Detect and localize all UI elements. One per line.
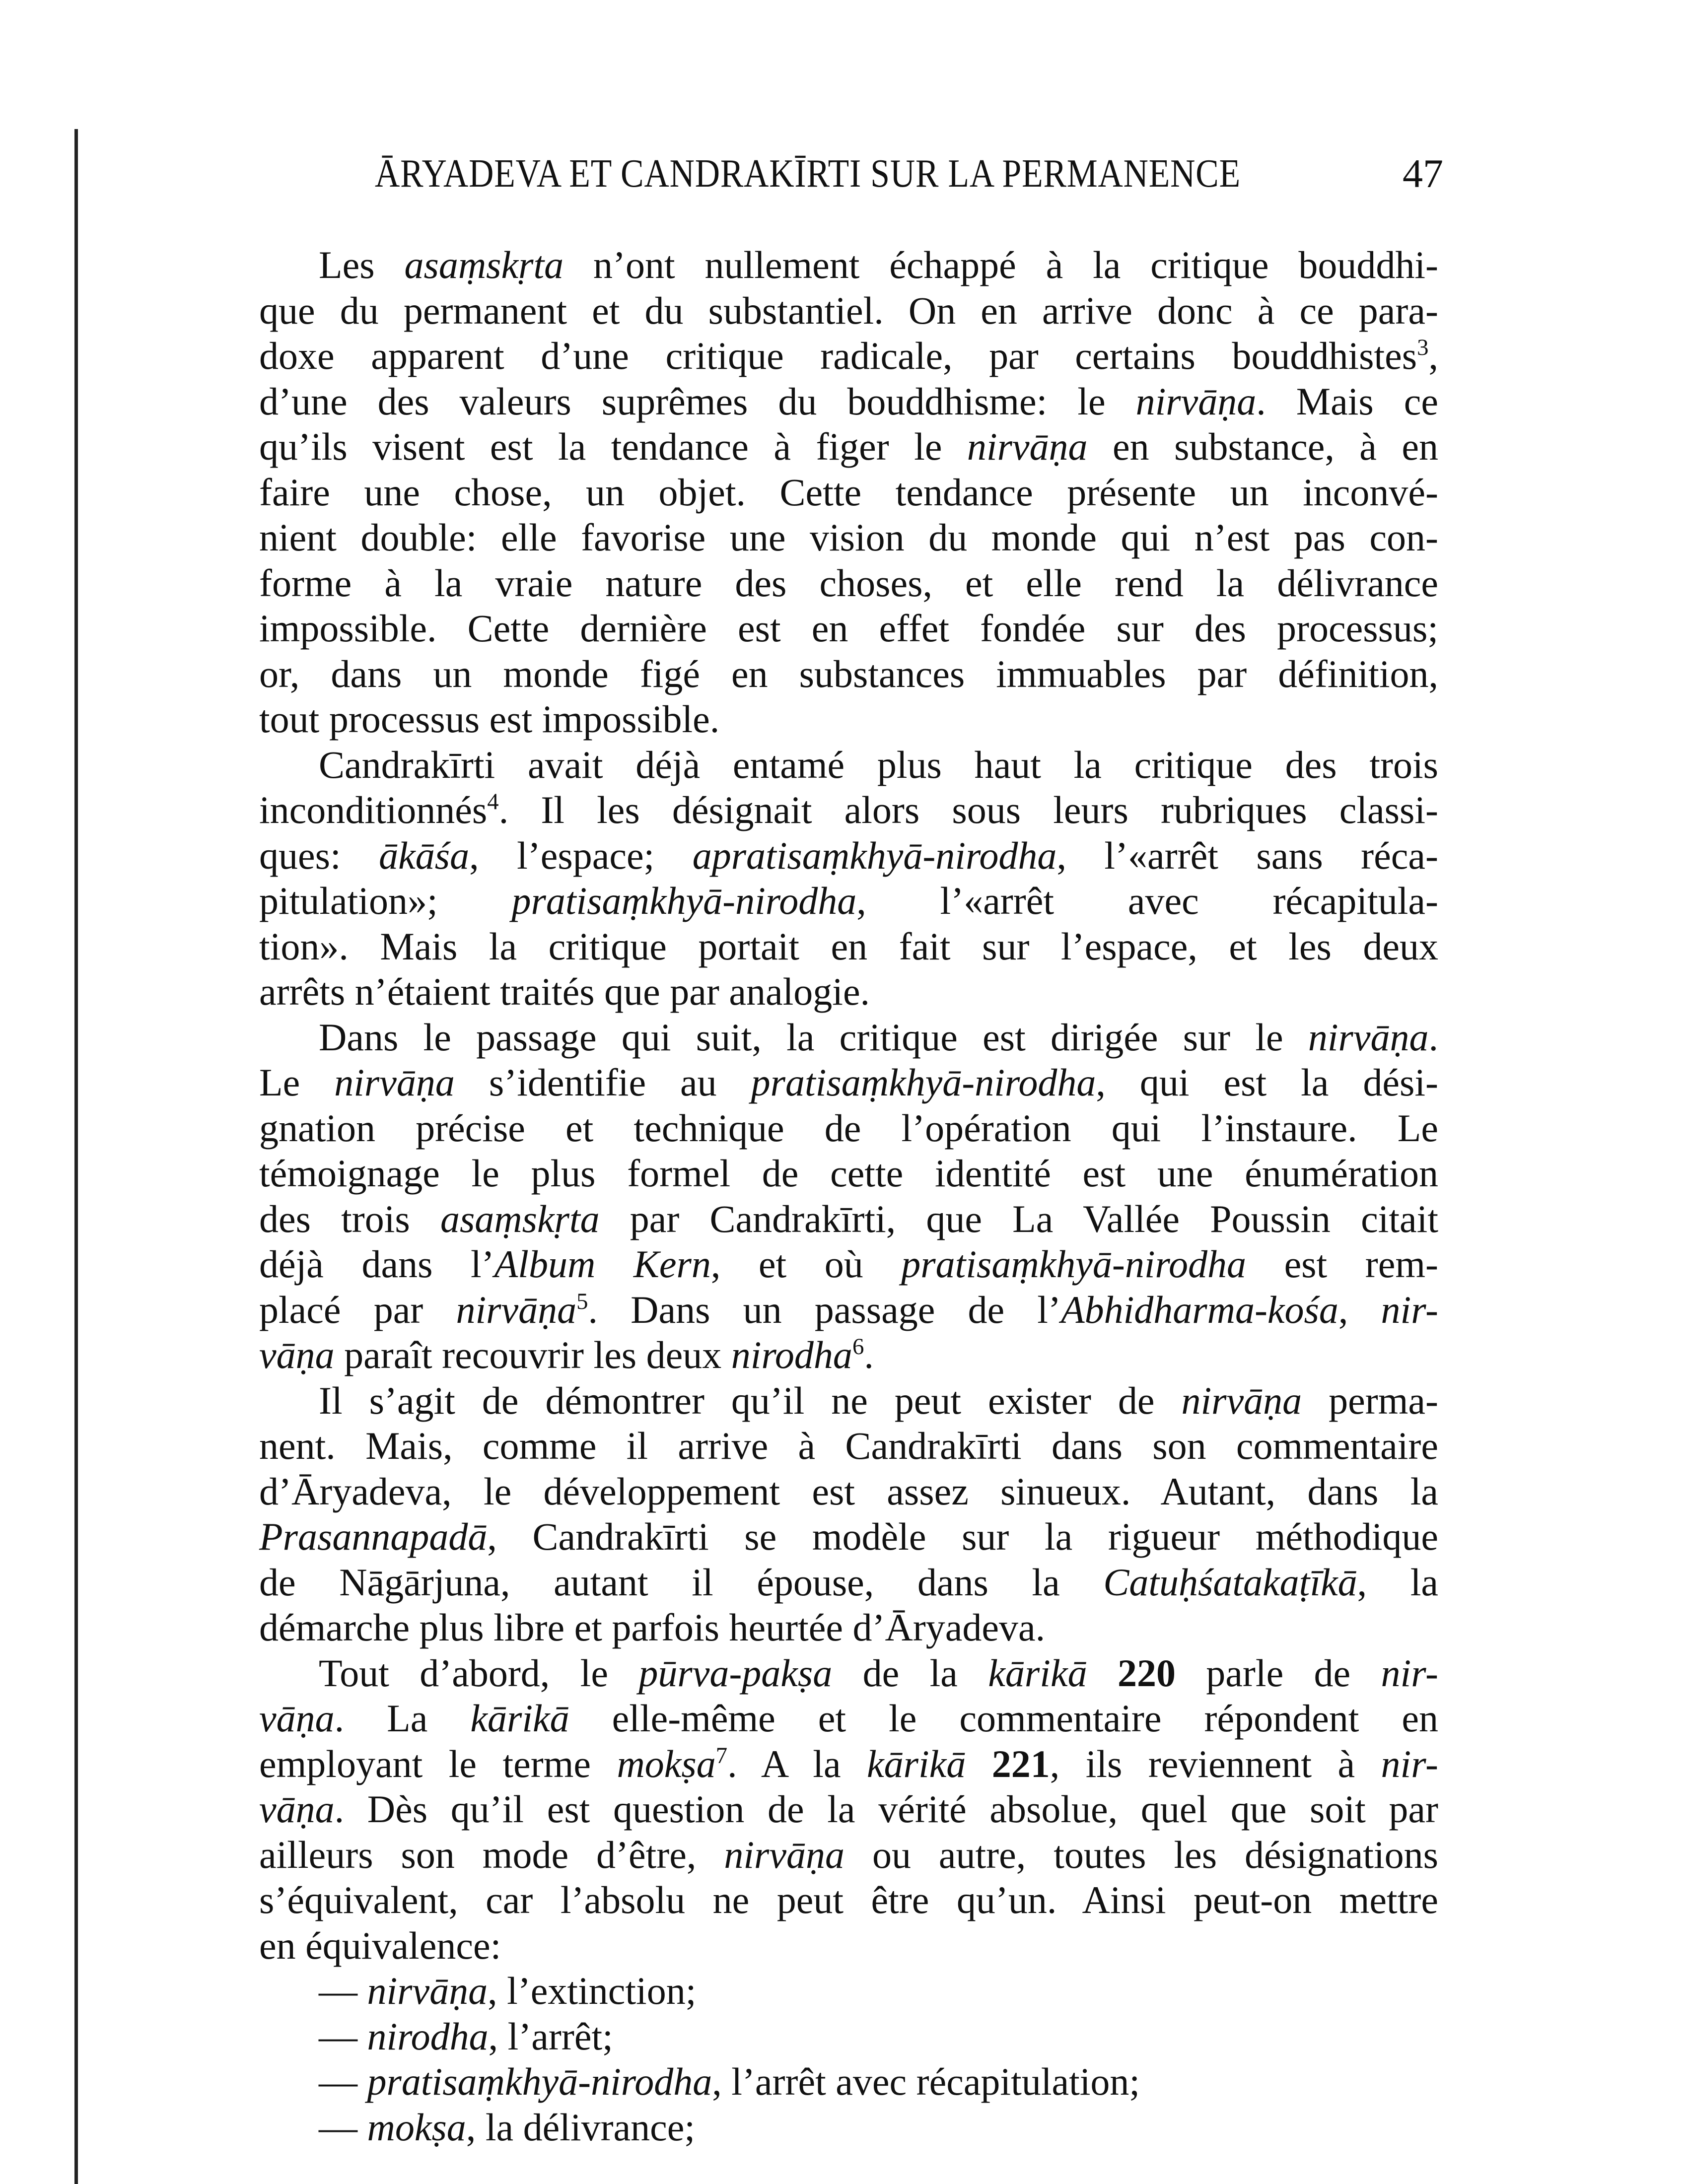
- text-line: [259, 1469, 1438, 1514]
- text-line: [259, 1423, 1438, 1469]
- italic-term: pratisaṃkhyā-nirodha: [367, 2060, 712, 2103]
- text-line: [259, 1378, 1438, 1424]
- bold-number: 221: [991, 1742, 1050, 1785]
- list-item: [259, 2059, 1438, 2105]
- italic-term: nirodha: [731, 1333, 852, 1376]
- text-line: [259, 742, 1438, 788]
- italic-term: kārikā: [470, 1697, 569, 1740]
- italic-term: nirvāṇa: [367, 1969, 488, 2012]
- footnote-ref: 4: [487, 788, 499, 815]
- text-run: en équivalence:: [259, 1923, 501, 1967]
- text-run: . Il les désignait alors sous leurs rubriques classi-: [498, 788, 1438, 831]
- text-run: Les: [319, 243, 405, 286]
- text-run: de la: [832, 1651, 988, 1695]
- text-run: , l’espace;: [469, 833, 693, 877]
- text-run: Il s’agit de démontrer qu’il ne peut exister de: [319, 1378, 1182, 1422]
- text-line: [259, 1241, 1438, 1287]
- bold-number: 220: [1117, 1651, 1176, 1695]
- italic-term: mokṣa: [617, 1742, 716, 1785]
- text-line: [259, 969, 1438, 1015]
- footnote-ref: 3: [1417, 334, 1429, 360]
- text-run: , l’arrêt;: [488, 2014, 613, 2058]
- text-run: n’ont nullement échappé à la critique bouddhi-: [563, 243, 1438, 286]
- text-run: d’Āryadeva, le développement est assez sinueux. Autant, dans la: [259, 1469, 1438, 1513]
- text-line: [259, 833, 1438, 879]
- text-run: des trois: [259, 1197, 440, 1240]
- italic-term: nirvāṇa: [456, 1288, 577, 1331]
- text-run: par Candrakīrti, que La Vallée Poussin citait: [599, 1197, 1438, 1240]
- italic-term: vāṇa: [259, 1787, 335, 1831]
- text-run: forme à la vraie nature des choses, et elle rend la délivrance: [259, 561, 1438, 605]
- italic-term: nirvāṇa: [1135, 379, 1257, 423]
- text-line: [259, 1786, 1438, 1832]
- text-run: en substance, à en: [1087, 425, 1438, 468]
- text-run: , et où: [710, 1242, 902, 1286]
- text-run: déjà dans l’: [259, 1242, 494, 1286]
- text-run: , qui est la dési-: [1096, 1061, 1438, 1104]
- footnote-ref: 7: [715, 1742, 728, 1769]
- text-run: —: [319, 2014, 367, 2058]
- text-line: [259, 1196, 1438, 1242]
- text-line: [259, 787, 1438, 833]
- italic-term: nir-: [1381, 1742, 1438, 1785]
- text-line: [259, 1832, 1438, 1878]
- text-run: nient double: elle favorise une vision du monde qui n’est pas con-: [259, 516, 1438, 559]
- italic-term: nirvāṇa: [1308, 1015, 1429, 1059]
- text-run: , l’«arrêt sans réca-: [1056, 833, 1438, 877]
- text-line: [259, 288, 1438, 334]
- italic-term: pratisaṃkhyā-nirodha: [901, 1242, 1247, 1286]
- text-run: tout processus est impossible.: [259, 697, 720, 741]
- text-run: ou autre, toutes les désignations: [844, 1833, 1438, 1876]
- text-run: ailleurs son mode d’être,: [259, 1833, 724, 1876]
- footnote-ref: 5: [576, 1288, 588, 1314]
- list-item: [259, 2105, 1438, 2150]
- text-run: doxe apparent d’une critique radicale, par certains bouddhistes: [259, 334, 1417, 377]
- italic-term: pratisaṃkhyā-nirodha: [511, 879, 857, 922]
- text-run: , l’«arrêt avec récapitula-: [856, 879, 1438, 922]
- text-run: .: [1428, 1015, 1438, 1059]
- text-run: Candrakīrti avait déjà entamé plus haut la critique des trois: [319, 743, 1438, 786]
- running-header: ĀRYADEVA ET CANDRAKĪRTI SUR LA PERMANENCE: [375, 152, 1241, 196]
- text-run: Tout d’abord, le: [319, 1651, 639, 1695]
- text-line: [259, 1741, 1438, 1787]
- text-run: nent. Mais, comme il arrive à Candrakīrti dans son commentaire: [259, 1424, 1438, 1467]
- text-line: [259, 1060, 1438, 1105]
- italic-term: mokṣa: [367, 2105, 466, 2149]
- text-line: [259, 878, 1438, 924]
- italic-term: Abhidharma-kośa: [1060, 1288, 1338, 1331]
- text-run: tion». Mais la critique portait en fait sur l’espace, et les deux: [259, 924, 1438, 968]
- text-line: [259, 924, 1438, 969]
- list-item: [259, 2014, 1438, 2059]
- text-line: [259, 1105, 1438, 1151]
- italic-term: nirvāṇa: [967, 425, 1088, 468]
- italic-term: nirvāṇa: [334, 1061, 455, 1104]
- text-run: s’identifie au: [454, 1061, 751, 1104]
- text-line: [259, 696, 1438, 742]
- text-run: paraît recouvrir les deux: [334, 1333, 731, 1376]
- text-line: [259, 515, 1438, 560]
- text-run: employant le terme: [259, 1742, 617, 1785]
- italic-term: vāṇa: [259, 1697, 335, 1740]
- text-line: [259, 606, 1438, 651]
- text-line: [259, 651, 1438, 697]
- text-run: s’équivalent, car l’absolu ne peut être qu’un. Ainsi peut-on mettre: [259, 1878, 1438, 1921]
- italic-term: Album Kern: [494, 1242, 711, 1286]
- text-run: [1087, 1651, 1118, 1695]
- italic-term: asaṃskṛta: [440, 1197, 600, 1240]
- text-line: [259, 470, 1438, 515]
- italic-term: nirvāṇa: [724, 1833, 844, 1876]
- text-run: , l’extinction;: [488, 1969, 697, 2012]
- text-line: [259, 1560, 1438, 1605]
- text-run: Le: [259, 1061, 335, 1104]
- text-run: , la: [1357, 1560, 1438, 1604]
- italic-term: Prasannapadā: [259, 1515, 488, 1558]
- text-line: [259, 1287, 1438, 1333]
- text-run: de Nāgārjuna, autant il épouse, dans la: [259, 1560, 1104, 1604]
- text-run: . Dès qu’il est question de la vérité absolue, quel que soit par: [334, 1787, 1438, 1831]
- italic-term: nirvāṇa: [1181, 1378, 1302, 1422]
- text-line: [259, 242, 1438, 288]
- italic-term: nir-: [1381, 1651, 1438, 1695]
- list-item: [259, 1968, 1438, 2014]
- text-line: [259, 1650, 1438, 1696]
- text-run: parle de: [1175, 1651, 1381, 1695]
- text-line: [259, 1696, 1438, 1741]
- body-text: [259, 242, 1438, 2150]
- text-line: [259, 1877, 1438, 1923]
- text-line: [259, 333, 1438, 379]
- text-line: [259, 379, 1438, 424]
- text-run: démarche plus libre et parfois heurtée d’Āryadeva.: [259, 1606, 1046, 1649]
- italic-term: nir-: [1381, 1288, 1438, 1331]
- text-line: [259, 424, 1438, 470]
- text-run: ques:: [259, 833, 379, 877]
- text-run: témoignage le plus formel de cette identité est une énumération: [259, 1152, 1438, 1195]
- text-run: elle-même et le commentaire répondent en: [569, 1697, 1438, 1740]
- text-run: . A la: [727, 1742, 867, 1785]
- text-run: ,: [1338, 1288, 1381, 1331]
- text-run: , la délivrance;: [466, 2105, 696, 2149]
- text-run: gnation précise et technique de l’opération qui l’instaure. Le: [259, 1106, 1438, 1150]
- text-line: [259, 1923, 1438, 1969]
- text-run: est rem-: [1246, 1242, 1438, 1286]
- text-run: or, dans un monde figé en substances immuables par définition,: [259, 652, 1438, 695]
- italic-term: pūrva-pakṣa: [638, 1651, 833, 1695]
- text-run: perma-: [1302, 1378, 1438, 1422]
- text-run: .: [864, 1333, 874, 1376]
- text-run: —: [319, 1969, 367, 2012]
- text-run: Dans le passage qui suit, la critique est dirigée sur le: [319, 1015, 1308, 1059]
- italic-term: pratisaṃkhyā-nirodha: [751, 1061, 1096, 1104]
- text-run: . Mais ce: [1256, 379, 1439, 423]
- italic-term: kārikā: [867, 1742, 966, 1785]
- italic-term: asaṃskṛta: [404, 243, 564, 286]
- text-run: impossible. Cette dernière est en effet fondée sur des processus;: [259, 607, 1438, 650]
- page-number: 47: [1403, 151, 1443, 196]
- italic-term: apratisaṃkhyā-nirodha: [692, 833, 1057, 877]
- text-line: [259, 1015, 1438, 1060]
- text-run: pitulation»;: [259, 879, 512, 922]
- text-run: . La: [334, 1697, 471, 1740]
- text-line: [259, 1332, 1438, 1378]
- text-run: d’une des valeurs suprêmes du bouddhisme: le: [259, 379, 1136, 423]
- text-run: [966, 1742, 991, 1785]
- text-run: —: [319, 2105, 367, 2149]
- text-run: faire une chose, un objet. Cette tendance présente un inconvé-: [259, 470, 1438, 514]
- text-run: qu’ils visent est la tendance à figer le: [259, 425, 967, 468]
- page-binding-edge: [74, 129, 78, 2184]
- text-run: ,: [1428, 334, 1438, 377]
- text-line: [259, 1514, 1438, 1560]
- italic-term: nirodha: [367, 2014, 489, 2058]
- footnote-ref: 6: [852, 1333, 864, 1360]
- text-run: . Dans un passage de l’: [588, 1288, 1061, 1331]
- italic-term: vāṇa: [259, 1333, 335, 1376]
- text-line: [259, 1151, 1438, 1196]
- text-run: —: [319, 2060, 367, 2103]
- text-run: arrêts n’étaient traités que par analogie.: [259, 970, 870, 1013]
- text-run: , l’arrêt avec récapitulation;: [712, 2060, 1140, 2103]
- text-run: que du permanent et du substantiel. On en arrive donc à ce para-: [259, 288, 1438, 332]
- text-run: , Candrakīrti se modèle sur la rigueur méthodique: [487, 1515, 1438, 1558]
- italic-term: Catuḥśatakaṭīkā: [1103, 1560, 1357, 1604]
- text-run: , ils reviennent à: [1050, 1742, 1381, 1785]
- italic-term: ākāśa: [379, 833, 470, 877]
- text-line: [259, 1605, 1438, 1650]
- text-line: [259, 560, 1438, 606]
- text-run: inconditionnés: [259, 788, 488, 831]
- text-run: placé par: [259, 1288, 456, 1331]
- italic-term: kārikā: [988, 1651, 1087, 1695]
